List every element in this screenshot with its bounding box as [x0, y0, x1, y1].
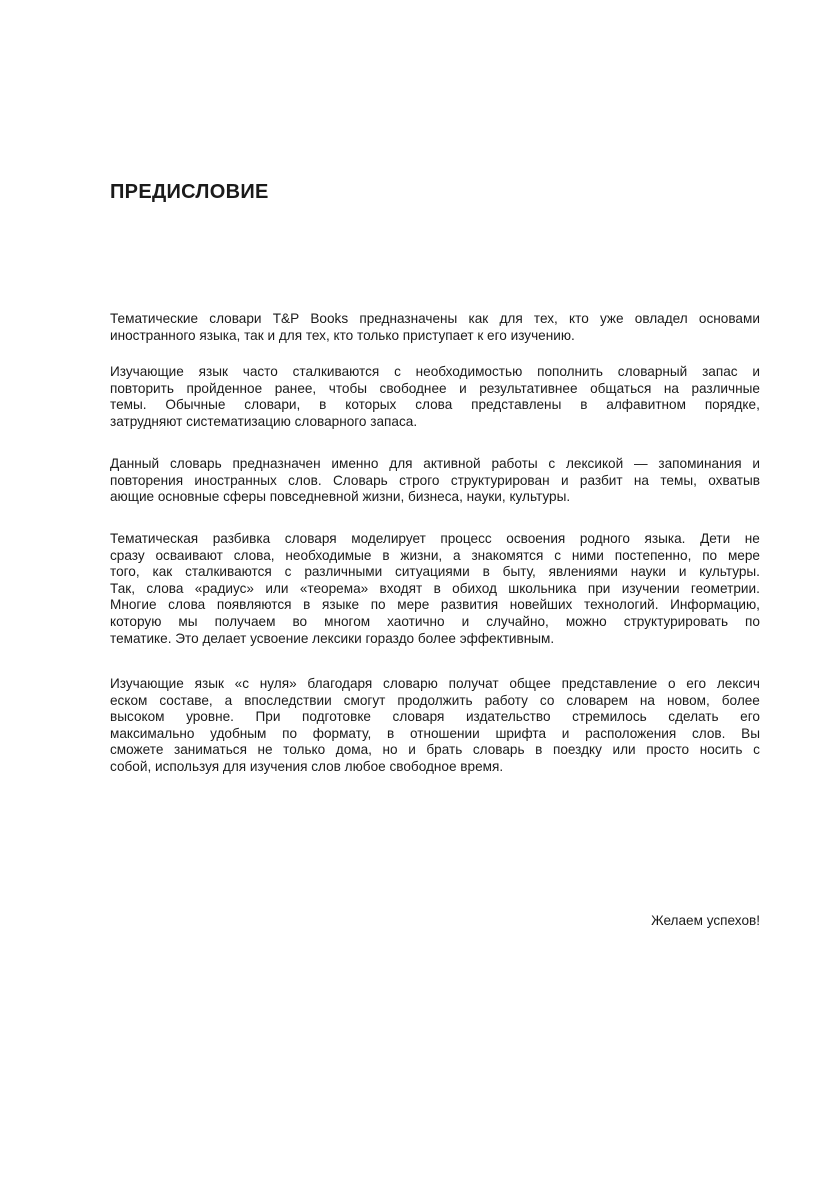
word: науки	[630, 564, 666, 580]
word: как	[152, 564, 173, 580]
closing-wish: Желаем успехов!	[651, 913, 760, 928]
word: порядке,	[704, 397, 760, 413]
word: слова	[415, 397, 453, 413]
word: носить	[699, 742, 743, 758]
word: многом	[324, 613, 371, 629]
word: технологий.	[584, 597, 659, 613]
word: ними	[571, 547, 604, 563]
word: Изучающие	[110, 364, 184, 379]
word: для	[499, 311, 523, 326]
word: не	[744, 531, 760, 546]
word: и	[561, 725, 570, 741]
paragraph-line	[110, 597, 760, 614]
paragraph-line	[110, 693, 760, 710]
word: в	[482, 564, 490, 580]
word: с	[753, 742, 760, 758]
word: запас	[702, 364, 738, 379]
word: явлениями	[548, 564, 618, 580]
word: стремилось	[572, 709, 647, 725]
word: формату,	[312, 725, 372, 741]
word: не	[257, 742, 273, 758]
word: высоком	[110, 709, 165, 725]
word: впоследствии	[244, 692, 332, 708]
paragraph-2	[110, 364, 760, 430]
word: а	[453, 547, 461, 563]
word: продолжить	[397, 692, 473, 708]
word: слов.	[288, 472, 322, 488]
word: Информацию,	[670, 597, 760, 613]
word: Дети	[700, 531, 731, 546]
word: смогут	[343, 692, 386, 708]
word: благодаря	[307, 676, 373, 691]
word: нуля»	[259, 676, 297, 691]
word: Вы	[741, 725, 760, 741]
word: по	[745, 613, 760, 629]
word: общее	[509, 676, 551, 691]
word: представление	[561, 676, 658, 691]
word: разбит	[579, 472, 623, 488]
word: мере	[727, 547, 760, 563]
word: максимально	[110, 725, 195, 741]
word: словарь	[169, 456, 222, 471]
word: предназначены	[359, 311, 458, 326]
word: на	[633, 472, 649, 488]
word: лексич	[716, 676, 760, 691]
word: осваивают	[155, 547, 223, 563]
word: с	[548, 456, 556, 471]
word: Изучающие	[110, 676, 184, 691]
word: с	[284, 564, 292, 580]
word: и	[752, 456, 760, 471]
word: работу	[484, 692, 528, 708]
word: знакомятся	[471, 547, 544, 563]
word: «с	[234, 676, 250, 691]
word: и	[461, 613, 470, 629]
word: составе,	[159, 692, 213, 708]
word: лексикой	[565, 456, 624, 471]
word: в	[580, 397, 588, 413]
word: со	[539, 692, 555, 708]
word: брать	[426, 742, 463, 758]
word: в	[303, 597, 311, 613]
paragraph-line	[110, 531, 760, 548]
word: новом,	[666, 692, 710, 708]
word: и	[459, 380, 467, 396]
paragraph-line	[110, 676, 760, 693]
paragraph-1	[110, 311, 760, 344]
word: сталкиваются	[292, 364, 380, 379]
word: представлены	[471, 397, 562, 413]
word: того,	[110, 564, 140, 580]
paragraph-line	[110, 548, 760, 565]
word: Тематические	[110, 311, 199, 326]
word: сможете	[110, 742, 164, 758]
word: геометрии.	[690, 580, 760, 596]
word: дома,	[335, 742, 372, 758]
word: или	[612, 742, 636, 758]
word: и	[678, 564, 687, 580]
word: заниматься	[173, 742, 247, 758]
word: обиход	[452, 580, 497, 596]
word: еском	[110, 692, 148, 708]
word: новейших	[509, 597, 573, 613]
word: в	[382, 547, 390, 563]
word: просто	[646, 742, 690, 758]
word: Словарь	[332, 472, 388, 488]
word: входят	[379, 580, 423, 596]
word: различные	[691, 380, 760, 396]
word: словарю	[383, 676, 438, 691]
word: во	[292, 613, 308, 629]
paragraph-line	[110, 709, 760, 726]
word: чтобы	[328, 380, 368, 396]
paragraph-line	[110, 726, 760, 743]
word: «радиус»	[194, 580, 254, 596]
word: общаться	[590, 380, 652, 396]
word: при	[587, 580, 611, 596]
word: мере	[397, 597, 430, 613]
word: ранее,	[274, 380, 317, 396]
word: слова	[168, 597, 206, 613]
word: работы	[491, 456, 538, 471]
word: в	[387, 725, 395, 741]
page-title: ПРЕДИСЛОВИЕ	[110, 181, 269, 203]
word: повторения	[110, 472, 184, 488]
word: повторить	[110, 380, 174, 396]
word: слов.	[691, 725, 726, 741]
word: освоения	[506, 531, 566, 546]
word: на	[663, 380, 679, 396]
word: расположения	[585, 725, 677, 741]
word: быту,	[502, 564, 536, 580]
word: сразу	[110, 547, 145, 563]
paragraph-line: иностранного языка, так и для тех, кто только приступает к его изучению.	[110, 327, 575, 343]
word: необходимые	[285, 547, 372, 563]
word: на	[639, 692, 655, 708]
word: Многие	[110, 597, 157, 613]
word: которых	[345, 397, 397, 413]
paragraph-line: собой, используя для изучения слов любое свободное время.	[110, 758, 504, 774]
word: словари	[209, 311, 262, 326]
paragraph-5	[110, 676, 760, 776]
word: охватыв	[708, 472, 760, 488]
word: пройденное	[186, 380, 263, 396]
paragraph-line	[110, 614, 760, 631]
word: именно	[331, 456, 379, 471]
word: как	[468, 311, 489, 326]
word: основами	[698, 311, 760, 326]
word: которую	[110, 613, 162, 629]
paragraph-line: затрудняют систематизацию словарного запаса.	[110, 413, 418, 429]
word: различными	[304, 564, 383, 580]
word: его	[686, 676, 707, 691]
word: уже	[599, 311, 624, 326]
paragraph-line	[110, 581, 760, 598]
paragraph-line	[110, 742, 760, 759]
word: мы	[178, 613, 198, 629]
word: ситуациями	[395, 564, 470, 580]
word: подготовке	[301, 709, 371, 725]
word: или	[265, 580, 289, 596]
word: кто	[569, 311, 589, 326]
word: строго	[399, 472, 440, 488]
paragraph-line	[110, 364, 760, 381]
paragraph-4	[110, 531, 760, 647]
word: язык	[198, 364, 228, 379]
paragraph-line	[110, 456, 760, 473]
word: для	[389, 456, 413, 471]
word: словарем	[566, 692, 628, 708]
word: результативнее	[479, 380, 578, 396]
paragraph-line	[110, 381, 760, 398]
word: язык	[194, 676, 224, 691]
paragraph-line: тематике. Это делает усвоение лексики гораздо более эффективным.	[110, 630, 555, 646]
word: о	[667, 676, 676, 691]
word: темы,	[660, 472, 697, 488]
word: свободнее	[379, 380, 447, 396]
word: а	[224, 692, 233, 708]
word: сделать	[668, 709, 719, 725]
word: случайно,	[486, 613, 549, 629]
word: хаотично	[387, 613, 445, 629]
word: только	[283, 742, 326, 758]
word: «теорема»	[299, 580, 369, 596]
word: пополнить	[537, 364, 603, 379]
word: словаря	[284, 531, 337, 546]
word: При	[255, 709, 281, 725]
word: языка.	[644, 531, 686, 546]
word: необходимостью	[415, 364, 523, 379]
word: овладел	[634, 311, 688, 326]
word: развития	[440, 597, 499, 613]
word: с	[394, 364, 401, 379]
word: уровне.	[186, 709, 234, 725]
word: словари,	[244, 397, 301, 413]
paragraph-line: ающие основные сферы повседневной жизни, бизнеса, науки, культуры.	[110, 489, 571, 505]
paragraph-line	[110, 564, 760, 581]
word: Обычные	[165, 397, 226, 413]
word: с	[554, 547, 561, 563]
word: структурирован	[450, 472, 550, 488]
word: запоминания	[658, 456, 742, 471]
word: жизни,	[400, 547, 443, 563]
word: Данный	[110, 456, 160, 471]
word: и	[560, 472, 569, 488]
word: получат	[448, 676, 499, 691]
word: более	[721, 692, 760, 708]
word: в	[535, 742, 543, 758]
word: активной	[423, 456, 481, 471]
word: в	[319, 397, 327, 413]
paragraph-line	[110, 311, 760, 328]
word: Так,	[110, 580, 135, 596]
word: его	[740, 709, 760, 725]
word: языке	[322, 597, 360, 613]
word: родного	[579, 531, 630, 546]
word: тех,	[533, 311, 558, 326]
word: по	[370, 597, 386, 613]
word: получаем	[214, 613, 276, 629]
paragraph-line	[110, 473, 760, 490]
word: словарь	[472, 742, 525, 758]
word: словаря	[392, 709, 445, 725]
word: издательство	[465, 709, 551, 725]
word: Books	[310, 311, 349, 326]
word: отношении	[409, 725, 480, 741]
word: по	[282, 725, 298, 741]
word: T&P	[272, 311, 300, 326]
word: удобным	[210, 725, 267, 741]
word: постепенно,	[614, 547, 692, 563]
word: изучении	[621, 580, 680, 596]
word: словарный	[617, 364, 688, 379]
word: в	[433, 580, 441, 596]
word: разбивка	[212, 531, 271, 546]
word: часто	[242, 364, 278, 379]
word: процесс	[440, 531, 492, 546]
word: иностранных	[194, 472, 277, 488]
word: слова	[146, 580, 184, 596]
word: шрифта	[495, 725, 547, 741]
word: Тематическая	[110, 531, 199, 546]
word: предназначен	[232, 456, 321, 471]
word: по	[702, 547, 718, 563]
word: моделирует	[351, 531, 426, 546]
word: темы.	[110, 397, 147, 413]
word: но	[382, 742, 398, 758]
word: поездку	[552, 742, 602, 758]
word: культуры.	[699, 564, 760, 580]
paragraph-line	[110, 397, 760, 414]
word: сталкиваются	[185, 564, 272, 580]
word: и	[408, 742, 416, 758]
word: и	[752, 364, 760, 379]
word: слова,	[233, 547, 275, 563]
word: структурировать	[623, 613, 729, 629]
word: можно	[565, 613, 607, 629]
word: алфавитном	[606, 397, 686, 413]
word: появляются	[216, 597, 292, 613]
word: —	[634, 456, 648, 471]
word: школьника	[508, 580, 577, 596]
paragraph-3	[110, 456, 760, 506]
